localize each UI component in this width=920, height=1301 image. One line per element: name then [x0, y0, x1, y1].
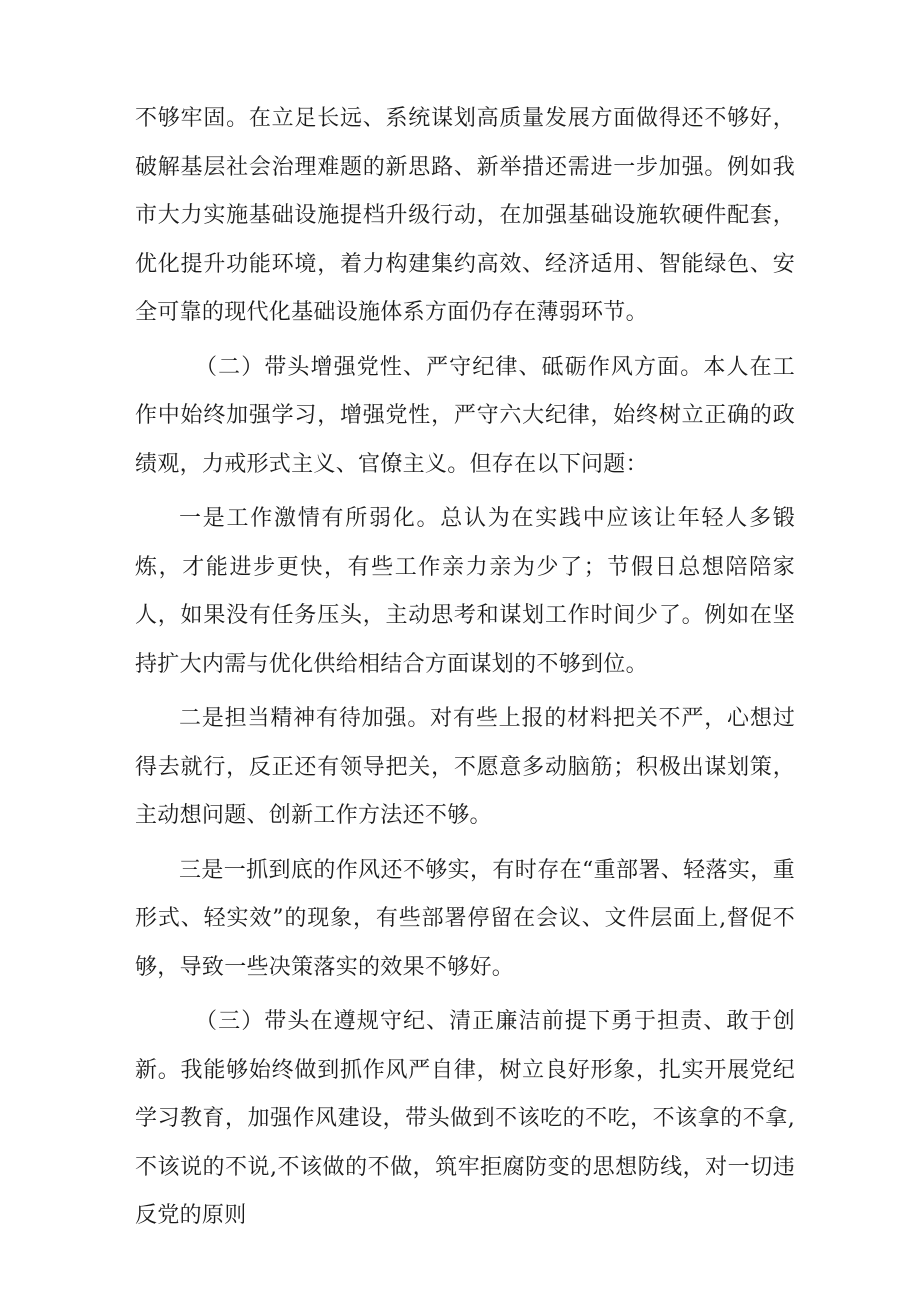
document-body: [135, 95, 795, 1241]
paragraph-issue-three: 三是一抓到底的作风还不够实，有时存在“重部署、轻落实，重形式、轻实效”的现象，有些部署停留在会议、文件层面上,督促不够，导致一些决策落实的效果不够好。: [135, 857, 795, 980]
paragraph-issue-one: 一是工作激情有所弱化。总认为在实践中应该让年轻人多锻炼，才能进步更快，有些工作亲力亲为少了；节假日总想陪陪家人，如果没有任务压头，主动思考和谋划工作时间少了。例如在坚持扩大内需与优化供给相结合方面谋划的不够到位。: [135, 506, 795, 677]
paragraph-continuation: 不够牢固。在立足长远、系统谋划高质量发展方面做得还不够好，破解基层社会治理难题的新思路、新举措还需进一步加强。例如我市大力实施基础设施提档升级行动，在加强基础设施软硬件配套，优化提升功能环境，着力构建集约高效、经济适用、智能绿色、安全可靠的现代化基础设施体系方面仍存在薄弱环节。: [135, 106, 795, 325]
paragraph-section-two-heading: （二）带头增强党性、严守纪律、砥砺作风方面。本人在工作中始终加强学习，增强党性，严守六大纪律，始终树立正确的政绩观，力戒形式主义、官僚主义。但存在以下问题：: [135, 354, 795, 477]
paragraph-issue-two: 二是担当精神有待加强。对有些上报的材料把关不严，心想过得去就行，反正还有领导把关，不愿意多动脑筋；积极出谋划策，主动想问题、创新工作方法还不够。: [135, 706, 795, 828]
paragraph-section-three-heading: （三）带头在遵规守纪、清正廉洁前提下勇于担责、敢于创新。我能够始终做到抓作风严自律，树立良好形象，扎实开展党纪学习教育，加强作风建设，带头做到不该吃的不吃，不该拿的不拿,不该说的不说,不该做的不做，筑牢拒腐防变的思想防线，对一切违反党的原则: [135, 1009, 795, 1228]
